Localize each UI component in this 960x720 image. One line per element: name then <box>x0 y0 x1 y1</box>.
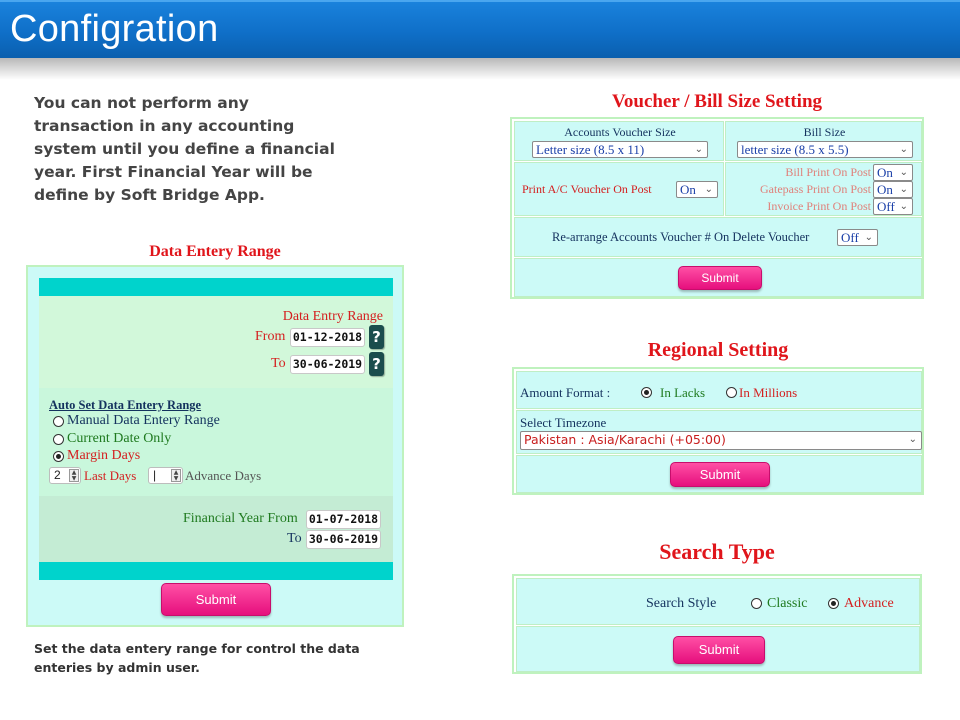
help-question-icon[interactable]: ? <box>369 352 384 376</box>
timezone-label: Select Timezone <box>520 415 607 430</box>
chevron-down-icon: ⌄ <box>864 232 873 243</box>
radio-advance[interactable] <box>828 598 839 609</box>
search-submit-button[interactable]: Submit <box>673 636 765 664</box>
accounts-size-value: Letter size (8.5 x 11) <box>536 142 645 157</box>
gatepass-select[interactable] <box>873 181 913 198</box>
amount-format-cell <box>516 371 922 409</box>
search-type-heading: Search Type <box>659 539 775 564</box>
bill-size-value: letter size (8.5 x 5.5) <box>741 142 849 157</box>
fy-from-date[interactable]: 01-07-2018 <box>306 510 381 529</box>
from-label: From <box>255 329 286 344</box>
amount-format-label: Amount Format : <box>520 385 611 400</box>
teal-bar-top <box>39 278 393 296</box>
rearrange-value: Off <box>841 230 859 245</box>
radio-in-lacks[interactable] <box>641 387 652 398</box>
regional-panel <box>512 367 924 495</box>
rearrange-select[interactable] <box>837 229 878 246</box>
print-ac-label: Print A/C Voucher On Post <box>522 182 652 196</box>
radio-margin-days[interactable] <box>53 451 64 462</box>
chevron-down-icon: ⌄ <box>899 144 908 155</box>
chevron-down-icon: ⌄ <box>899 201 908 212</box>
data-entry-panel <box>26 265 404 627</box>
regional-heading: Regional Setting <box>647 339 789 361</box>
voucher-heading: Voucher / Bill Size Setting <box>611 91 823 112</box>
fy-to-date[interactable]: 30-06-2019 <box>306 530 381 549</box>
print-ac-value: On <box>680 182 696 197</box>
footnote-text: Set the data entery range for control the data enteries by admin user. <box>34 641 360 675</box>
regional-submit-cell <box>516 455 922 493</box>
bill-size-label: Bill Size <box>803 125 846 139</box>
accounts-size-select[interactable] <box>532 141 708 158</box>
invoice-label: Invoice Print On Post <box>767 199 871 213</box>
chevron-down-icon: ⌄ <box>899 167 908 178</box>
radio-current-date[interactable] <box>53 434 64 445</box>
range-section <box>39 296 393 388</box>
invoice-select[interactable] <box>873 198 913 215</box>
voucher-panel <box>510 117 924 299</box>
option-classic-label: Classic <box>767 596 808 611</box>
help-question-icon[interactable]: ? <box>369 325 384 349</box>
advance-days-value: | <box>153 468 157 482</box>
print-ac-cell <box>514 162 724 216</box>
data-entry-submit-button[interactable]: Submit <box>161 583 271 616</box>
search-type-panel <box>512 574 922 674</box>
print-options-cell <box>725 162 922 216</box>
option-margin-days-label: Margin Days <box>67 448 141 463</box>
chevron-down-icon: ⌄ <box>899 184 908 195</box>
advance-days-stepper[interactable] <box>148 467 183 484</box>
page-title: Configration <box>10 8 219 50</box>
chevron-down-icon: ⌄ <box>694 144 703 155</box>
timezone-select[interactable] <box>520 431 922 450</box>
regional-submit-button[interactable]: Submit <box>670 462 770 487</box>
data-entry-range-label: Data Entry Range <box>282 309 383 324</box>
search-style-label: Search Style <box>646 596 717 611</box>
search-submit-cell <box>516 626 920 672</box>
spinner-arrows-icon[interactable]: ▲ ▼ <box>171 469 181 482</box>
title-bar <box>0 0 960 58</box>
advance-days-label: Advance Days <box>185 468 262 483</box>
gatepass-value: On <box>877 182 893 197</box>
last-days-label: Last Days <box>84 468 137 483</box>
voucher-submit-button[interactable]: Submit <box>678 266 762 290</box>
data-entry-heading: Data Entery Range <box>149 243 281 260</box>
print-ac-select[interactable] <box>676 181 718 198</box>
accounts-size-cell <box>514 121 724 161</box>
accounts-size-label: Accounts Voucher Size <box>564 125 676 139</box>
fy-from-label: Financial Year From <box>183 511 298 526</box>
intro-text: You can not perform any transaction in any accounting system until you define a financial year. First Financial Year will be define by Soft Bridge App. <box>34 94 335 204</box>
chevron-down-icon: ⌄ <box>908 434 917 445</box>
bill-size-cell <box>725 121 922 161</box>
option-current-date-label: Current Date Only <box>67 431 172 446</box>
bill-print-select[interactable] <box>873 164 913 181</box>
teal-bar-bottom <box>39 562 393 580</box>
auto-set-section <box>39 388 393 496</box>
option-in-millions-label: In Millions <box>739 385 798 400</box>
from-date-input[interactable]: 01-12-2018 <box>290 328 365 347</box>
fy-to-label: To <box>287 531 302 546</box>
timezone-value: Pakistan : Asia/Karachi (+05:00) <box>524 432 726 447</box>
invoice-value: Off <box>877 199 895 214</box>
financial-year-section <box>39 496 393 562</box>
bill-print-label: Bill Print On Post <box>785 165 871 179</box>
option-manual-label: Manual Data Entery Range <box>67 413 220 428</box>
radio-manual[interactable] <box>53 416 64 427</box>
radio-classic[interactable] <box>751 598 762 609</box>
auto-set-label: Auto Set Data Entery Range <box>49 398 202 412</box>
bill-print-value: On <box>877 165 893 180</box>
last-days-value: 2 <box>54 468 61 482</box>
voucher-submit-cell <box>514 258 922 297</box>
to-date-input[interactable]: 30-06-2019 <box>290 355 365 374</box>
option-in-lacks-label: In Lacks <box>660 385 706 400</box>
spinner-arrows-icon[interactable]: ▲ ▼ <box>69 469 79 482</box>
radio-in-millions[interactable] <box>726 387 737 398</box>
gatepass-label: Gatepass Print On Post <box>760 182 871 196</box>
option-advance-label: Advance <box>844 596 894 611</box>
rearrange-cell <box>514 217 922 257</box>
title-bar-shadow <box>0 58 960 80</box>
search-style-cell <box>516 578 920 625</box>
last-days-stepper[interactable] <box>49 467 81 484</box>
chevron-down-icon: ⌄ <box>704 184 713 195</box>
rearrange-label: Re-arrange Accounts Voucher # On Delete Voucher <box>552 230 810 244</box>
timezone-cell <box>516 410 922 454</box>
bill-size-select[interactable] <box>737 141 913 158</box>
to-label: To <box>271 356 286 371</box>
